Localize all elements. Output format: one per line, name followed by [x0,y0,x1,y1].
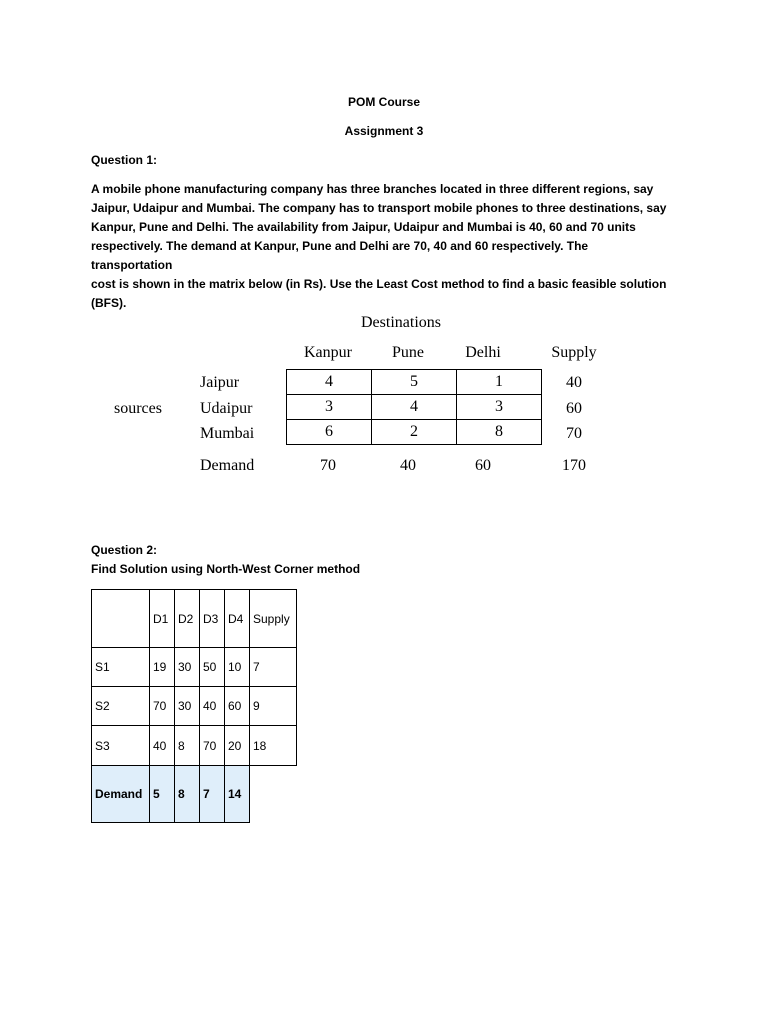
table-cell: 10 [225,648,250,687]
table-cell: 70 [150,687,175,726]
table-cell: 70 [200,726,225,766]
cost-cell: 3 [287,395,372,420]
table-cell: 60 [225,687,250,726]
empty-cell [250,766,297,823]
cost-matrix-table [286,369,542,445]
column-header: D3 [200,590,225,648]
table-cell: 19 [150,648,175,687]
supply-value-udaipur: 60 [566,400,582,417]
table-cell: 8 [175,726,200,766]
table-row [92,687,297,726]
demand-cell: 7 [200,766,225,823]
cost-cell: 1 [457,370,542,395]
demand-cell: 5 [150,766,175,823]
supply-cell: 9 [250,687,297,726]
cost-cell: 5 [372,370,457,395]
column-header-delhi: Delhi [465,344,501,361]
row-label-mumbai: Mumbai [200,425,255,442]
table-row [287,395,542,420]
cost-cell: 2 [372,420,457,445]
supply-cell: 7 [250,648,297,687]
table-row [92,726,297,766]
row-label: S3 [92,726,150,766]
column-header-kanpur: Kanpur [304,344,352,361]
column-header-pune: Pune [392,344,424,361]
row-label: S1 [92,648,150,687]
table-cell: 30 [175,648,200,687]
demand-cell: 8 [175,766,200,823]
course-title: POM Course [347,95,420,109]
demand-label: Demand [200,457,255,474]
cost-cell: 8 [457,420,542,445]
cost-cell: 3 [457,395,542,420]
question-1-line: respectively. The demand at Kanpur, Pune and Delhi are 70, 40 and 60 respectively. The transportation [91,239,589,272]
table-cell: 40 [200,687,225,726]
column-header: D4 [225,590,250,648]
sources-label: sources [114,400,162,417]
table-cell: 20 [225,726,250,766]
cost-cell: 6 [287,420,372,445]
supply-cell: 18 [250,726,297,766]
table-row [287,420,542,445]
column-header-supply: Supply [551,344,597,361]
question-1-heading: Question 1: [91,153,158,167]
row-label-jaipur: Jaipur [200,374,240,391]
table-cell: 30 [175,687,200,726]
cost-cell: 4 [287,370,372,395]
total-value: 170 [562,457,586,474]
row-label-udaipur: Udaipur [200,400,253,417]
question-2-heading: Question 2: [91,543,158,557]
demand-label: Demand [92,766,150,823]
table-row [92,648,297,687]
destinations-label: Destinations [361,314,441,331]
column-header: D2 [175,590,200,648]
question-1-line: Kanpur, Pune and Delhi. The availability from Jaipur, Udaipur and Mumbai is 40, 60 and 70 units [91,220,636,234]
demand-value-delhi: 60 [475,457,491,474]
question-1-line: Jaipur, Udaipur and Mumbai. The company has to transport mobile phones to three destinations, say [91,201,667,215]
cost-cell: 4 [372,395,457,420]
row-label: S2 [92,687,150,726]
question-1-line: (BFS). [91,296,127,310]
supply-value-jaipur: 40 [566,374,582,391]
demand-value-kanpur: 70 [320,457,336,474]
corner-cell [92,590,150,648]
question-1-line: A mobile phone manufacturing company has three branches located in three different regions, say [91,182,654,196]
table-cell: 50 [200,648,225,687]
question-2-subheading: Find Solution using North-West Corner method [91,562,361,576]
supply-value-mumbai: 70 [566,425,582,442]
table-cell: 40 [150,726,175,766]
question-1-text [91,180,671,313]
column-header-supply: Supply [250,590,297,648]
column-header: D1 [150,590,175,648]
table-header-row [92,590,297,648]
nw-corner-table [91,589,297,823]
question-1-line: cost is shown in the matrix below (in Rs). Use the Least Cost method to find a basic feasible solution [91,277,667,291]
table-row [287,370,542,395]
assignment-title: Assignment 3 [344,124,424,138]
demand-row [92,766,297,823]
demand-cell: 14 [225,766,250,823]
demand-value-pune: 40 [400,457,416,474]
